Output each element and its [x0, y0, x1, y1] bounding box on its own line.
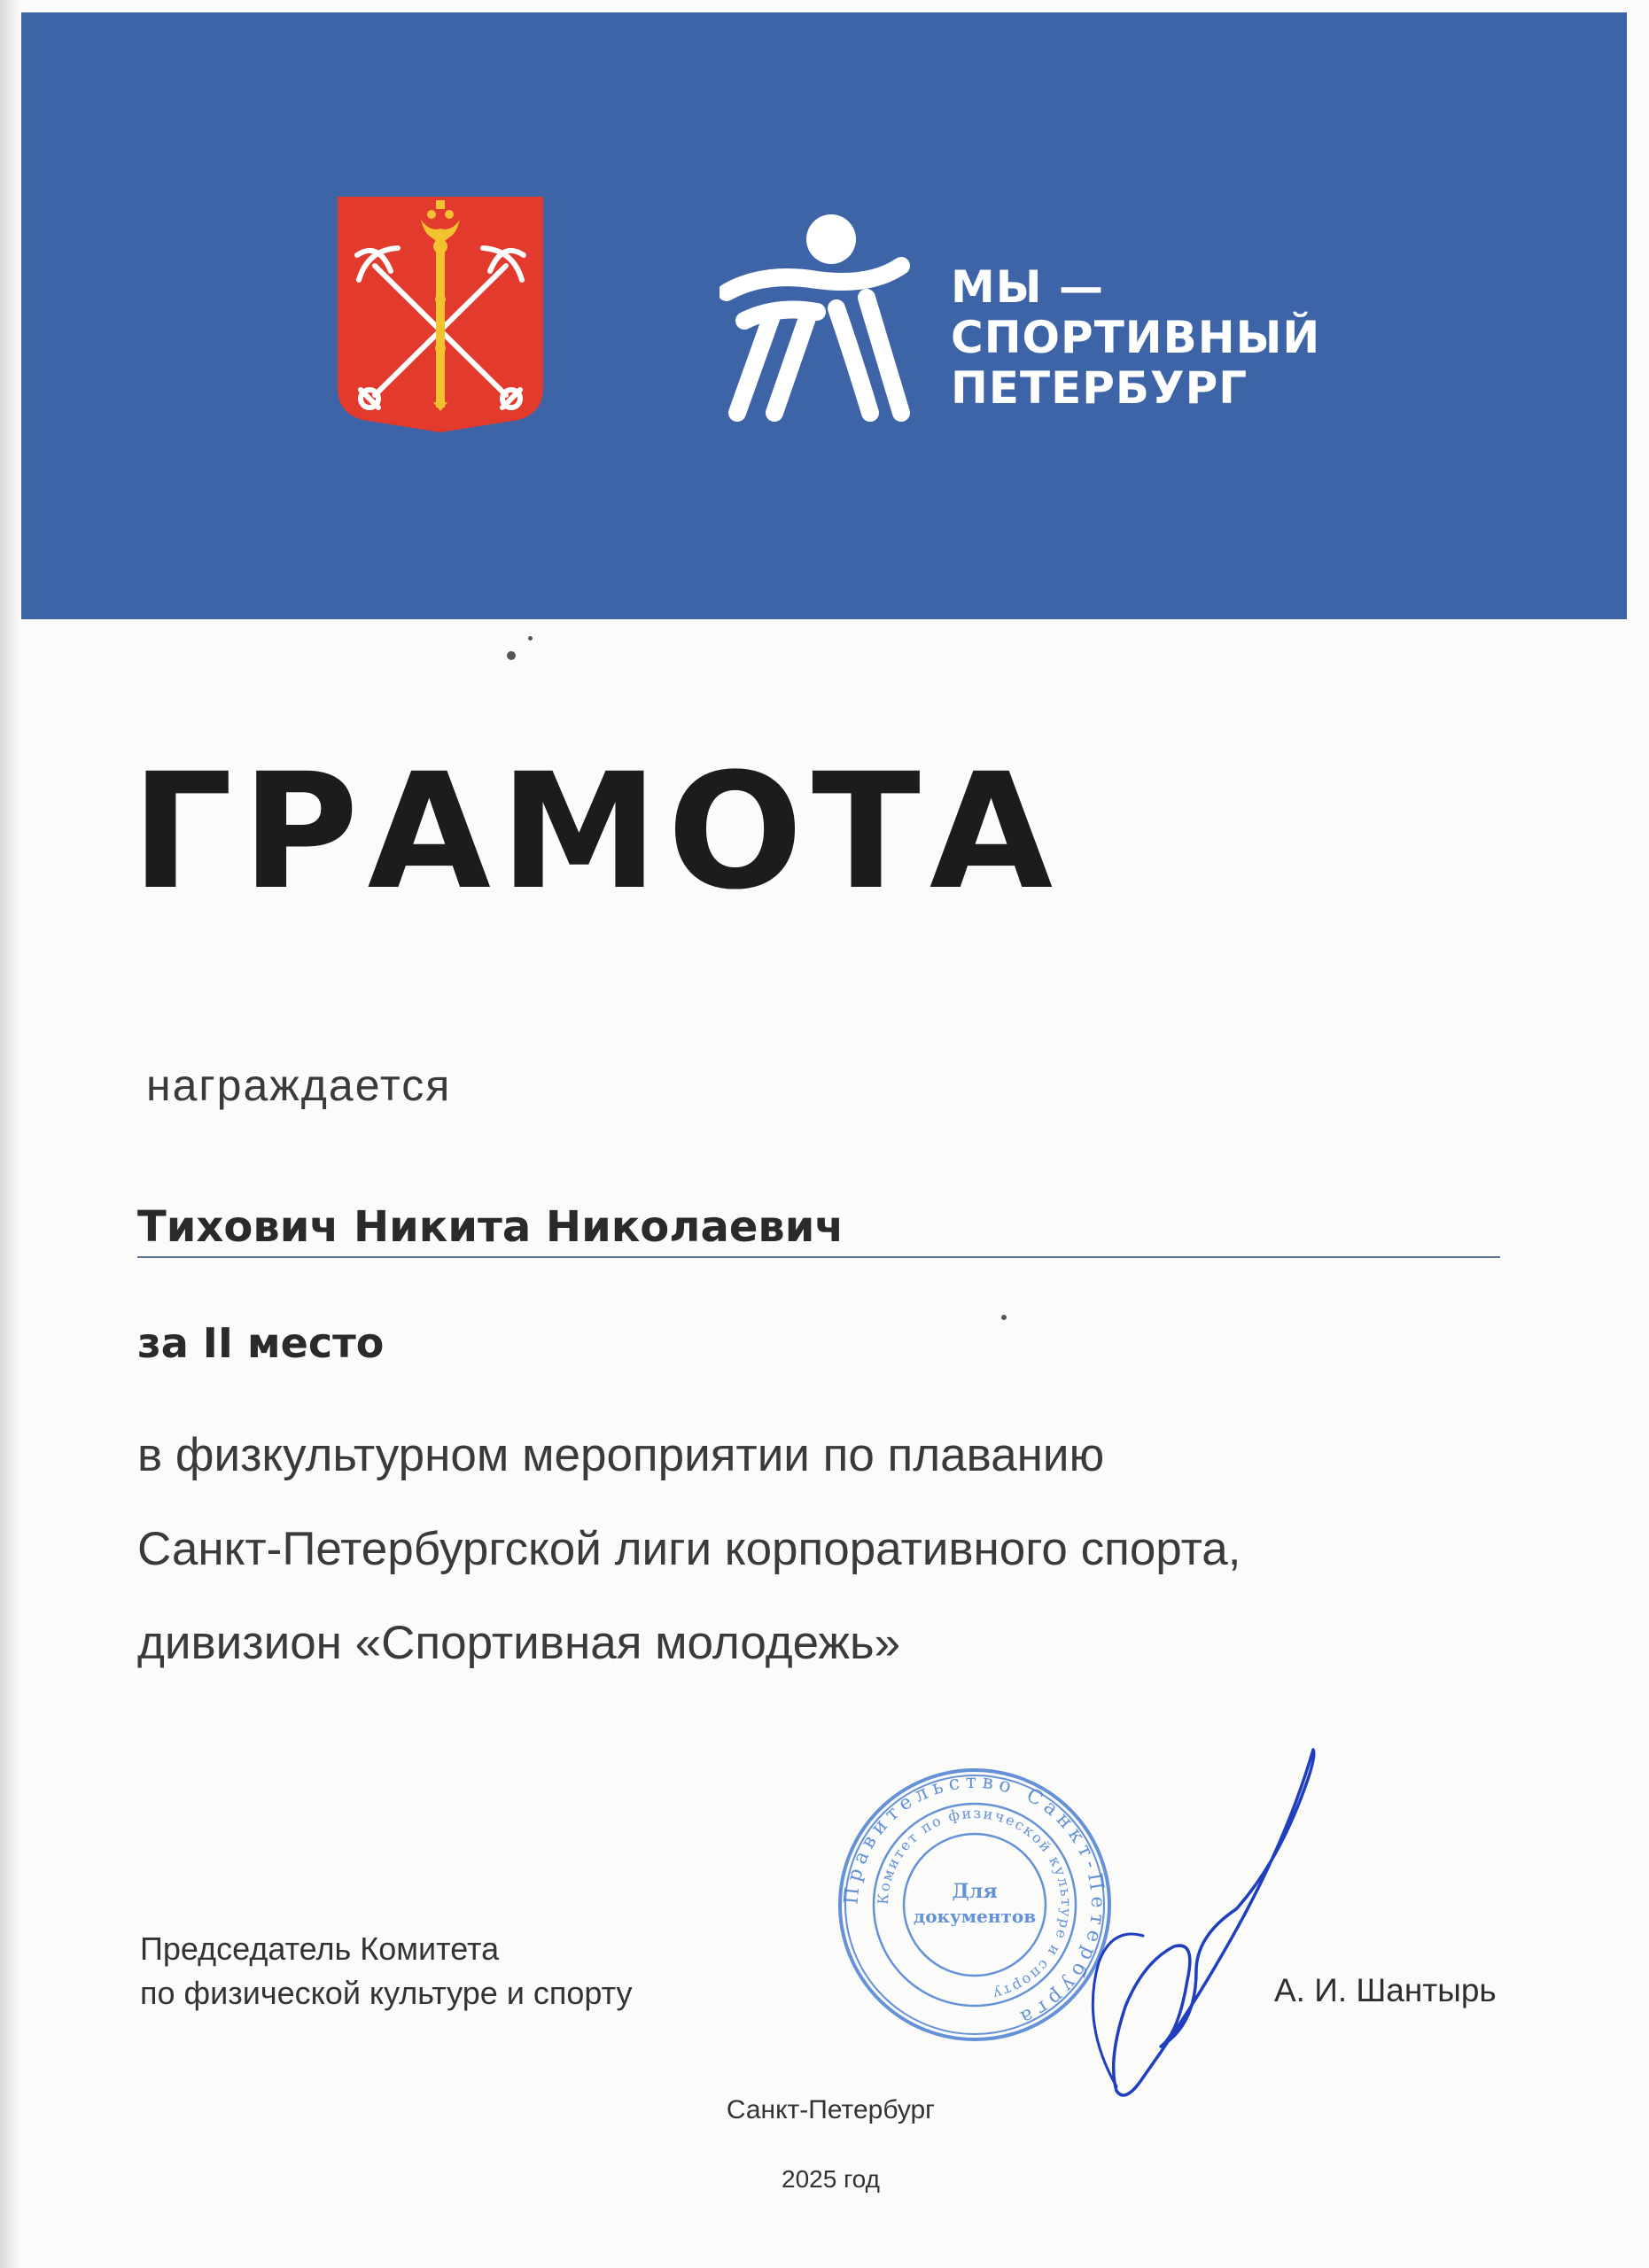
handwritten-signature: [1063, 1741, 1329, 2113]
coat-of-arms-icon: [332, 193, 548, 434]
description-line-1: в физкультурном мероприятии по плаванию: [137, 1429, 1105, 1481]
description-line-3: дивизион «Спортивная молодежь»: [137, 1617, 901, 1669]
recipient-underline: [137, 1256, 1500, 1258]
scan-speck: [1001, 1315, 1007, 1320]
signer-name: А. И. Шантырь: [1274, 1972, 1497, 2008]
award-place: за II место: [137, 1319, 385, 1367]
footer-year: 2025 год: [782, 2165, 880, 2193]
brand-line-1: МЫ —: [951, 261, 1104, 313]
position-line-1: Председатель Комитета: [140, 1930, 500, 1967]
brand-line-3: ПЕТЕРБУРГ: [951, 362, 1248, 414]
stamp-outer-text: Правительство Санкт-Петербурга: [840, 1770, 1109, 2031]
scan-speck: [528, 636, 533, 641]
footer-city: Санкт-Петербург: [726, 2095, 936, 2124]
position-line-2: по физической культуре и спорту: [140, 1975, 633, 2011]
description-line-2: Санкт-Петербургской лиги корпоративного спорта,: [137, 1523, 1241, 1575]
stamp-center-line-1: Для: [952, 1880, 998, 1903]
stamp-center-line-2: документов: [913, 1906, 1037, 1927]
sport-petersburg-logo-icon: [719, 213, 914, 422]
brand-line-2: СПОРТИВНЫЙ: [951, 312, 1321, 363]
certificate-title: ГРАМОТА: [131, 740, 1062, 925]
stamp-inner-text: Комитет по физической культуре и спорту: [874, 1804, 1076, 2004]
awarded-label: награждается: [146, 1060, 452, 1110]
signatory-position: [140, 1927, 633, 2016]
scan-speck: [507, 651, 516, 660]
award-description: [137, 1409, 1241, 1690]
recipient-name: Тихович Никита Николаевич: [137, 1202, 844, 1252]
brand-wordmark: [951, 262, 1320, 414]
scan-edge-shadow: [0, 0, 21, 2268]
